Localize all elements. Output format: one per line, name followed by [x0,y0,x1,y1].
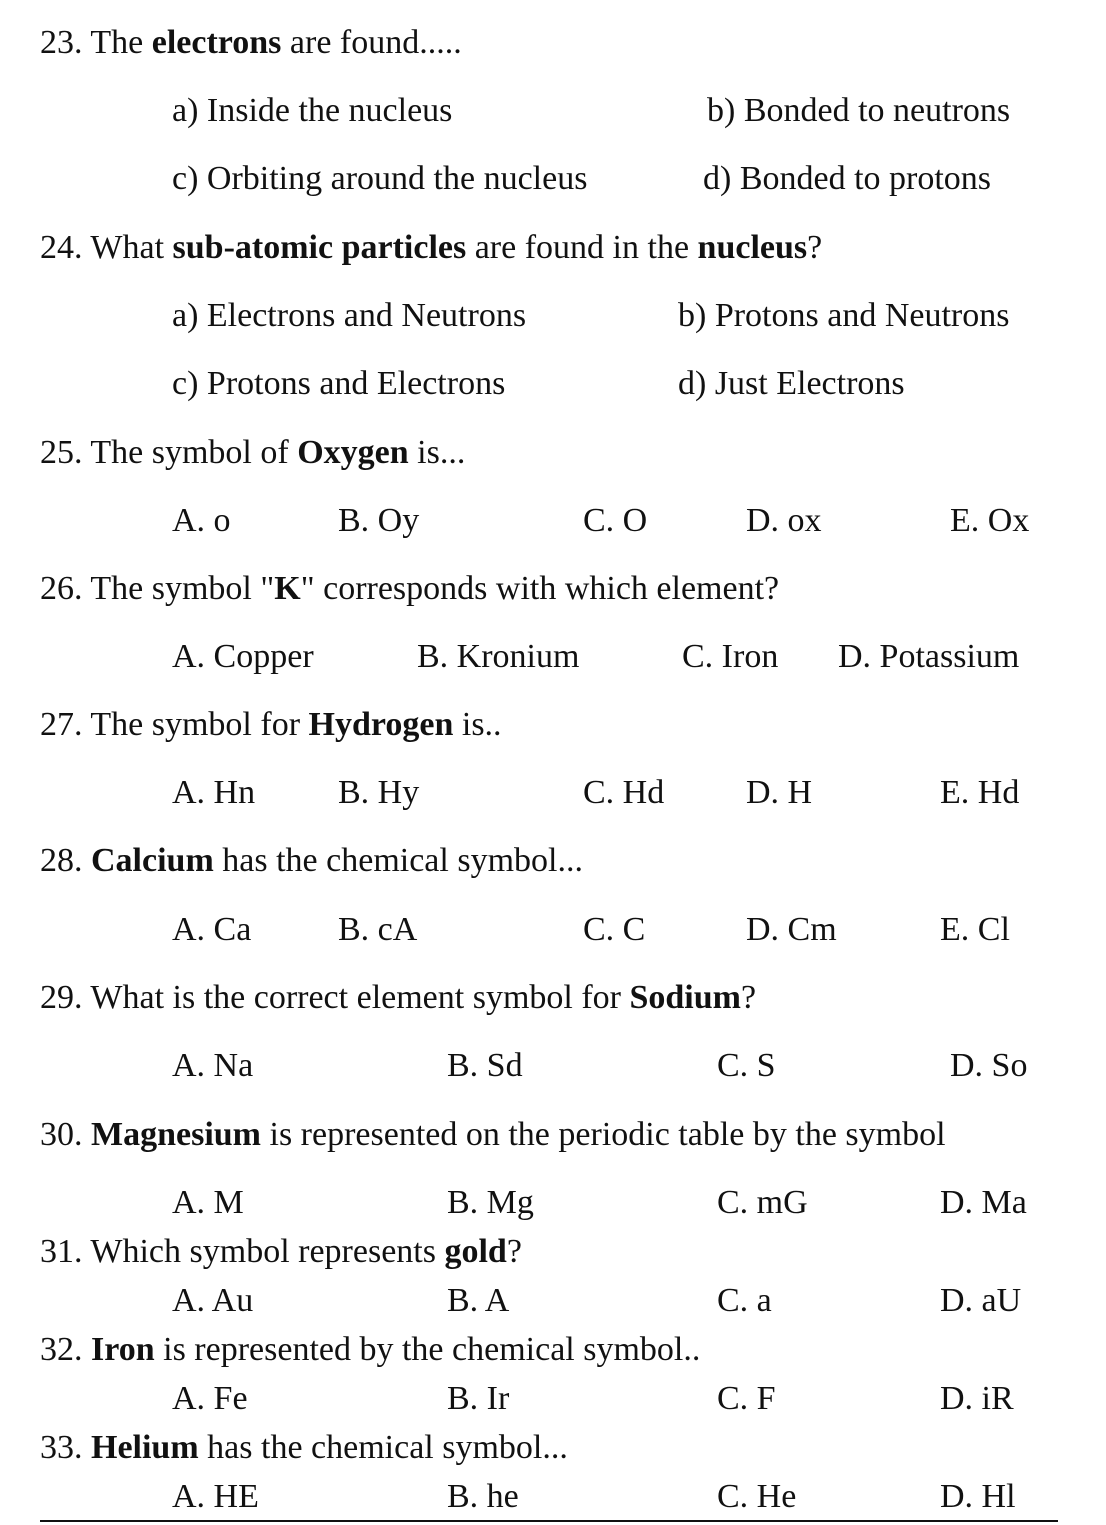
answer-option: E. Ox [950,502,1030,539]
answer-option: b) Protons and Neutrons [678,297,1010,334]
answer-option: A. Copper [172,638,314,675]
question-keyword: gold [444,1233,507,1270]
answer-option: C. F [717,1380,776,1417]
answer-option: C. Hd [583,774,665,811]
question-keyword: Sodium [629,979,741,1016]
answer-option: D. aU [940,1282,1022,1319]
question-text: Which symbol represents [90,1233,445,1270]
bottom-rule [40,1520,1058,1522]
question-keyword: Hydrogen [308,706,454,743]
question-text: The symbol of [90,434,298,471]
question-stem [40,23,462,63]
answer-option: b) Bonded to neutrons [707,92,1011,129]
answer-option: a) Electrons and Neutrons [172,297,527,334]
question-number: 26. [40,570,83,607]
answer-option: D. Cm [746,911,837,948]
answer-option: E. Cl [940,911,1010,948]
question-keyword: electrons [151,24,282,61]
question-text: " corresponds with which element? [300,570,780,607]
question-text: The [90,24,152,61]
question-number: 33. [40,1429,83,1466]
answer-option: C. mG [717,1184,808,1221]
question-number: 31. [40,1233,83,1270]
answer-option: C. Iron [682,638,779,675]
question-keyword: nucleus [697,229,808,266]
question-stem [40,433,465,473]
question-number: 25. [40,434,83,471]
question-stem [40,841,583,881]
question-text: has the chemical symbol... [198,1429,568,1466]
question-text: The symbol " [90,570,275,607]
question-number: 27. [40,706,83,743]
answer-option: C. He [717,1478,797,1515]
question-keyword: Iron [91,1331,155,1368]
question-number: 29. [40,979,83,1016]
answer-option: c) Protons and Electrons [172,365,506,402]
answer-option: A. o [172,502,231,539]
answer-option: C. S [717,1047,776,1084]
answer-option: B. Hy [338,774,420,811]
answer-option: D. iR [940,1380,1014,1417]
question-text: What is the correct element symbol for [90,979,630,1016]
answer-option: B. A [447,1282,510,1319]
question-keyword: K [274,570,301,607]
answer-option: D. Hl [940,1478,1016,1515]
answer-option: A. Na [172,1047,254,1084]
answer-option: B. Oy [338,502,420,539]
answer-option: A. Ca [172,911,252,948]
question-text: ? [807,229,823,266]
question-text: is... [408,434,466,471]
answer-option: B. Sd [447,1047,523,1084]
question-text: ? [506,1233,522,1270]
answer-option: A. Fe [172,1380,248,1417]
question-keyword: Oxygen [297,434,409,471]
question-stem [40,1115,946,1155]
answer-option: B. Mg [447,1184,534,1221]
question-keyword: Magnesium [91,1116,261,1153]
answer-option: D. So [950,1047,1028,1084]
answer-option: E. Hd [940,774,1020,811]
question-keyword: sub-atomic particles [172,229,467,266]
question-text: are found in the [466,229,698,266]
question-text: is represented on the periodic table by the symbol [261,1116,946,1153]
question-keyword: Calcium [91,842,214,879]
question-text: is.. [453,706,502,743]
answer-option: d) Just Electrons [678,365,905,402]
question-text: is represented by the chemical symbol.. [154,1331,701,1368]
answer-option: c) Orbiting around the nucleus [172,160,588,197]
answer-option: D. H [746,774,813,811]
question-text: has the chemical symbol... [213,842,583,879]
answer-option: D. Potassium [838,638,1020,675]
question-keyword: Helium [91,1429,199,1466]
answer-option: a) Inside the nucleus [172,92,453,129]
answer-option: A. M [172,1184,244,1221]
answer-option: d) Bonded to protons [703,160,992,197]
answer-option: C. C [583,911,646,948]
answer-option: B. he [447,1478,519,1515]
question-text: The symbol for [90,706,309,743]
answer-option: B. cA [338,911,418,948]
question-text: What [90,229,173,266]
question-stem [40,978,756,1018]
question-stem [40,569,779,609]
question-stem [40,705,502,745]
answer-option: A. Au [172,1282,254,1319]
question-number: 30. [40,1116,83,1153]
question-stem [40,1232,522,1272]
answer-option: A. Hn [172,774,256,811]
question-text: ? [740,979,757,1016]
question-text: are found..... [281,24,462,61]
question-number: 24. [40,229,83,266]
answer-option: A. HE [172,1478,259,1515]
question-number: 28. [40,842,83,879]
answer-option: D. ox [746,502,822,539]
question-stem [40,1428,568,1468]
answer-option: B. Kronium [417,638,580,675]
answer-option: D. Ma [940,1184,1027,1221]
answer-option: C. O [583,502,648,539]
question-stem [40,1330,700,1370]
question-number: 32. [40,1331,83,1368]
question-stem [40,228,822,268]
answer-option: C. a [717,1282,772,1319]
answer-option: B. Ir [447,1380,510,1417]
question-number: 23. [40,24,83,61]
